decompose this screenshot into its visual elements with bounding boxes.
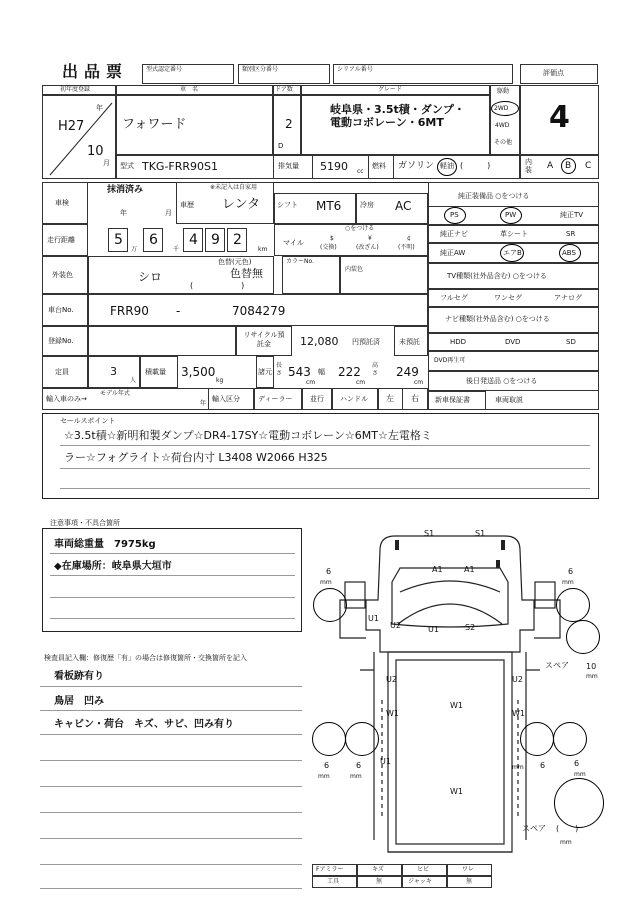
spare2-label: スペア [522, 824, 546, 833]
history-value: レンタ [222, 197, 261, 212]
notes-line-2 [50, 575, 295, 576]
legend-jack: ジャッキ [408, 878, 432, 885]
fullseg: フルセグ [440, 294, 468, 302]
inspection-label: 車検 [55, 199, 69, 207]
height-value: 249 [396, 365, 419, 379]
diag-s1-b: S1 [475, 529, 486, 538]
repaint-value: 色替無 [230, 267, 263, 280]
ps: PS [450, 211, 459, 219]
unit-man: 万 [131, 246, 138, 253]
wheel-rear-right-1 [520, 722, 554, 756]
inspector-line1: 看板跡有り [54, 671, 104, 682]
aftermarket-label: 後日発送品 ○をつける [466, 377, 538, 385]
import-type-label: 輸入区分 [212, 395, 240, 403]
spare-unit: mm [586, 673, 598, 680]
chassis-label: 車台No. [48, 306, 74, 314]
displacement-label: 排気量 [278, 162, 299, 170]
length-unit: cm [306, 379, 316, 386]
spare2-value: ( ) [556, 824, 579, 833]
specs-label: 諸元 [258, 368, 272, 376]
inspection-status: 抹消済み [107, 185, 144, 195]
legend-none-1: 無 [376, 878, 383, 885]
genuine-label: 純正装備品 ○をつける [458, 192, 530, 200]
mileage-digit-5-text: 2 [233, 232, 242, 248]
diag-u2-left: U2 [386, 675, 397, 684]
insp-line-9 [40, 888, 302, 889]
displacement-value: 5190 [320, 160, 348, 173]
insp-line-1 [40, 686, 302, 687]
mileage-digit-1-text: 5 [114, 232, 123, 248]
car-name-label: 車 名 [180, 86, 199, 93]
displacement-unit: cc [357, 168, 364, 175]
import-parallel: 並行 [310, 395, 324, 403]
doors-value: 2 [285, 117, 293, 131]
repaint-label: 色替(元色) [218, 258, 252, 266]
height-label: 高さ [372, 362, 379, 377]
fuel-label: 燃料 [372, 162, 386, 170]
unit-person: 人 [130, 377, 137, 384]
sales-point-line1: ☆3.5t積☆新明和製ダンプ☆DR4-17SY☆電動コボレーン☆6MT☆左電格ミ [64, 429, 432, 442]
genuine-aw: 純正AW [440, 249, 466, 257]
notes-label: 注意事項・不具合箇所 [50, 519, 120, 527]
aircon-value: AC [395, 199, 412, 213]
mile-label: マイル [283, 239, 304, 247]
chassis-number: 7084279 [232, 304, 286, 318]
reg-label: 登録No. [48, 337, 74, 345]
drive-other: その他 [494, 139, 513, 146]
first-reg-label: 初年度登録 [60, 86, 91, 93]
rating-label: 評価点 [543, 69, 564, 77]
chassis-prefix: FRR90 [110, 304, 149, 318]
grade-label: グレード [378, 86, 403, 93]
interior-label: 内装 [525, 158, 532, 174]
legend-tools: 工具 [327, 878, 340, 885]
spare-label: スペア [545, 661, 569, 670]
diag-u1-mid: U1 [428, 625, 439, 634]
wheel-rear-right-2 [553, 722, 587, 756]
inspector-line3: キャビン・荷台 キズ、サビ、凹み有り [54, 719, 234, 730]
diag-s2: S2 [465, 623, 476, 632]
unit-km: km [258, 246, 268, 253]
meter-exchange-sym: $ [330, 235, 334, 242]
spare-value: 10 [586, 662, 597, 671]
width-value: 222 [338, 365, 361, 379]
inspector-line2: 鳥居 凹み [54, 696, 104, 707]
spare2-unit: mm [560, 839, 572, 846]
notes-line-4 [50, 618, 295, 619]
recycle-value: 12,080 [300, 335, 339, 348]
dvd: DVD [505, 338, 521, 346]
wheel-front-left [313, 588, 347, 622]
tire-rl1-unit: mm [318, 773, 330, 780]
doors-d: D [278, 142, 284, 150]
sales-line-3 [60, 488, 590, 489]
width-unit: cm [356, 379, 366, 386]
sd: SD [566, 338, 576, 346]
insp-line-2 [40, 710, 302, 711]
notes-line-3 [50, 597, 295, 598]
grade-text: 岐阜県・3.5t積・ダンプ・電動コボレーン・6MT [330, 103, 465, 129]
tire-rl2: 6 [356, 761, 362, 770]
height-unit: cm [414, 379, 424, 386]
tire-rl2-unit: mm [350, 773, 362, 780]
wheel-rear-left-1 [312, 722, 346, 756]
model-value: TKG-FRR90S1 [142, 160, 219, 173]
interior-color-cell [340, 256, 428, 294]
drive-label: 駆動 [497, 88, 510, 95]
insp-line-4 [40, 760, 302, 761]
mileage-digit-4-text: 9 [211, 232, 220, 248]
length-label: 長さ [276, 362, 283, 377]
load-value: 3,500 [181, 365, 216, 379]
navi-type-label: ナビ種類(社外品含む) ○をつける [445, 315, 550, 323]
insp-line-7 [40, 838, 302, 839]
genuine-tv: 純正TV [560, 211, 584, 219]
model-year-unit: 年 [200, 400, 207, 407]
meter-altered: (改ざん) [356, 244, 379, 251]
exterior-value: シロ [138, 270, 163, 284]
inspection-year: 年 [120, 209, 127, 217]
model-year-label: モデル年式 [100, 390, 130, 397]
shift-value: MT6 [316, 199, 342, 213]
tire-fl-unit: mm [320, 579, 332, 586]
location: ◆在庫場所：岐阜県大垣市 [54, 561, 172, 572]
class-no-label: 類別区分番号 [242, 66, 279, 73]
interior-color-label: 内装色 [345, 266, 364, 273]
tire-fl: 6 [326, 567, 332, 576]
page-title: 出品票 [62, 62, 129, 81]
manual: 車両取説 [495, 396, 523, 404]
gross-weight: 車両総重量 7975kg [54, 539, 156, 550]
legend-none-2: 無 [466, 878, 473, 885]
dvd-play: DVD再生可 [434, 357, 466, 364]
meter-unknown-sym: ¢ [407, 235, 411, 242]
genuine-navi: 純正ナビ [440, 230, 468, 238]
handle-right: 右 [411, 394, 419, 403]
handle-label: ハンドル [340, 395, 368, 403]
first-reg-month: 10 [87, 144, 104, 159]
leather: 革シート [500, 230, 528, 238]
tire-rl1: 6 [324, 761, 330, 770]
diag-a1-b: A1 [464, 565, 475, 574]
chassis-dash: - [176, 304, 181, 318]
warranty: 新車保証書 [435, 396, 470, 404]
legend-break: ワレ [462, 866, 475, 873]
diag-w1-right: W1 [512, 709, 525, 718]
legend-scratch: キズ [372, 866, 384, 873]
color-no-label: カラーNo. [286, 258, 314, 265]
model-label: 型式 [120, 162, 134, 170]
insp-line-6 [40, 812, 302, 813]
diag-w1-bottom: W1 [450, 787, 463, 796]
repaint-paren: ( ) [190, 281, 245, 290]
load-label: 積載量 [145, 368, 166, 376]
rating-value: 4 [549, 100, 570, 135]
mileage-digit-3-text: 4 [189, 232, 198, 248]
recycle-not: 未預託 [399, 338, 420, 346]
insp-line-8 [40, 864, 302, 865]
shift-label: シフト [277, 201, 298, 209]
tire-rr1-unit: mm [512, 764, 524, 771]
tire-rr2-unit: mm [574, 771, 586, 778]
fuel-gasoline: ガソリン [398, 161, 435, 171]
meter-unknown: (不明) [398, 244, 415, 251]
history-label: 車歴 [180, 201, 194, 209]
interior-b: B [565, 161, 572, 171]
type-cert-label: 型式認定番号 [146, 66, 183, 73]
interior-a: A [547, 161, 554, 171]
airbag: エアB [503, 249, 522, 257]
length-value: 543 [288, 365, 311, 379]
diag-w1-left: W1 [386, 709, 399, 718]
exterior-label: 外装色 [52, 271, 73, 279]
recycle-done: 円預託済 [352, 338, 380, 346]
tire-rr2: 6 [574, 759, 580, 768]
legend-f-mirror: Fアミラー [316, 866, 344, 873]
diag-u2-a: U2 [390, 621, 401, 630]
legend-crack: ヒビ [417, 866, 430, 873]
handle-left: 左 [386, 394, 394, 403]
tv-type-label: TV種類(社外品含む) ○をつける [447, 272, 547, 280]
hdd: HDD [450, 338, 467, 346]
capacity-value: 3 [110, 365, 117, 378]
diag-w1-mid: W1 [450, 701, 463, 710]
diag-u1-low: U1 [380, 757, 391, 766]
notes-line-1 [50, 553, 295, 554]
car-name: フォワード [122, 117, 187, 132]
unit-kg: kg [216, 377, 224, 384]
tire-fr-unit: mm [562, 579, 574, 586]
meter-altered-sym: ¥ [368, 235, 372, 242]
wheel-front-right [556, 588, 590, 622]
fuel-diesel: 軽油 [440, 162, 454, 170]
unit-sen: 千 [173, 246, 180, 253]
reg-value-cell [88, 326, 236, 356]
wheel-spare-1 [566, 620, 600, 654]
width-label: 幅 [318, 368, 325, 376]
import-label: 輸入車のみ→ [46, 395, 87, 403]
analog: アナログ [554, 294, 582, 302]
doors-label: ドア数 [275, 86, 293, 93]
diag-u1-left: U1 [368, 614, 379, 623]
drive-4wd: 4WD [495, 122, 510, 129]
sales-line-1 [60, 445, 590, 446]
sales-point-line2: ラー☆フォグライト☆荷台内寸 L3408 W2066 H325 [64, 451, 328, 464]
diag-s1-a: S1 [424, 529, 435, 538]
meter-exchange: (交換) [320, 244, 337, 251]
mileage-digit-2-text: 6 [149, 232, 158, 248]
meter-circle-note: ○をつける [345, 225, 375, 232]
serial-label: シリアル番号 [337, 66, 373, 73]
aircon-label: 冷房 [360, 201, 374, 209]
inspector-label: 検査員記入欄：修復歴「有」の場合は修復箇所・交換箇所を記入 [44, 654, 247, 662]
diag-a1-a: A1 [432, 565, 443, 574]
interior-c: C [585, 161, 592, 171]
fuel-paren: ( ) [460, 161, 491, 170]
sales-point-label: セールスポイント [60, 417, 116, 425]
first-reg-year: H27 [58, 119, 85, 134]
month-label: 月 [103, 159, 110, 167]
import-dealer: ディーラー [258, 395, 293, 403]
insp-line-5 [40, 786, 302, 787]
pw: PW [505, 211, 517, 219]
private-note: ※未記入は自家用 [210, 184, 258, 191]
abs: ABS [562, 249, 576, 257]
inspection-month: 月 [165, 209, 172, 217]
drive-2wd: 2WD [494, 105, 509, 112]
insp-line-3 [40, 734, 302, 735]
wheel-spare-2 [554, 778, 604, 828]
diag-u2-right: U2 [512, 675, 523, 684]
sales-line-2 [60, 468, 590, 469]
mileage-label: 走行距離 [47, 236, 75, 244]
oneseg: ワンセグ [494, 294, 522, 302]
tire-fr: 6 [568, 567, 574, 576]
capacity-label: 定員 [55, 368, 69, 376]
year-label: 年 [96, 104, 103, 112]
wheel-rear-left-2 [345, 722, 379, 756]
sr: SR [566, 230, 576, 238]
recycle-label: リサイクル預託金 [243, 331, 285, 348]
tire-rr1: 6 [540, 761, 546, 770]
